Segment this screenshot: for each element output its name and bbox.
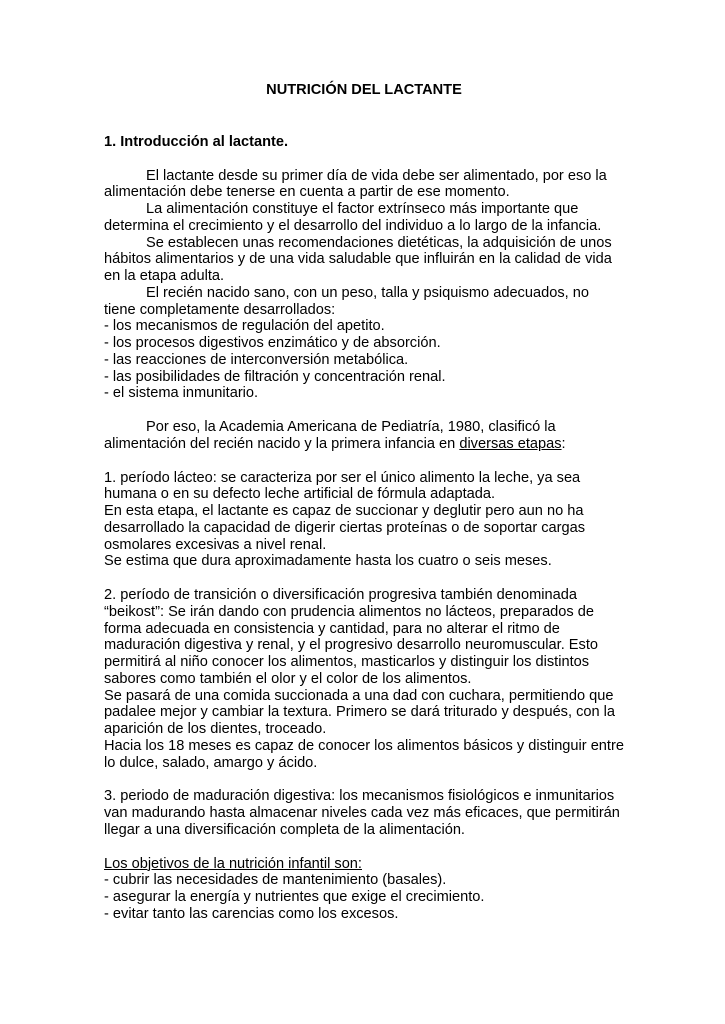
stage2-paragraph: 2. período de transición o diversificación progresiva también denominada “beikost”: Se irán dando con prudencia alimentos no lácteos, preparados de forma adecuada en consistencia y cantidad, para no alterar el ritmo de maduración digestiva y renal, y el progresivo desarrollo neuromuscular. Esto permitirá al niño conocer los alimentos, masticarlos y distinguir los distintos sabores como también el olor y el color de los alimentos. (104, 587, 598, 687)
intro-paragraph: El recién nacido sano, con un peso, talla y psiquismo adecuados, no tiene completamente desarrollados: (104, 284, 589, 318)
stage3-paragraph: 3. periodo de maduración digestiva: los mecanismos fisiológicos e inmunitarios van madurando hasta almacenar niveles cada vez más eficaces, que permitirán llegar a una diversificación completa de la alimentación. (104, 788, 620, 838)
classification-end: : (561, 435, 566, 452)
objectives-heading (104, 856, 624, 873)
list-item: - las posibilidades de filtración y concentración renal. (104, 368, 446, 385)
list-item: - evitar tanto las carencias como los excesos. (104, 905, 399, 922)
list-item: - el sistema inmunitario. (104, 385, 259, 402)
stage2-paragraph: Se pasará de una comida succionada a una dad con cuchara, permitiendo que padalee mejor y cambiar la textura. Primero se dará triturado y después, con la aparición de los dientes, troceado. (104, 687, 616, 737)
classification-paragraph (104, 419, 624, 453)
stage1-paragraph: Se estima que dura aproximadamente hasta los cuatro o seis meses. (104, 553, 552, 570)
list-item: - cubrir las necesidades de mantenimiento (basales). (104, 872, 447, 889)
intro-paragraph: Se establecen unas recomendaciones dietéticas, la adquisición de unos hábitos alimentarios y de una vida saludable que influirán en la calidad de vida en la etapa adulta. (104, 234, 612, 284)
classification-underlined: diversas etapas (459, 435, 562, 452)
list-item: - asegurar la energía y nutrientes que exige el crecimiento. (104, 889, 485, 905)
stage2-paragraph: Hacia los 18 meses es capaz de conocer los alimentos básicos y distinguir entre lo dulce, salado, amargo y ácido. (104, 737, 624, 771)
stage1-paragraph: En esta etapa, el lactante es capaz de succionar y deglutir pero aun no ha desarrollado la capacidad de digerir ciertas proteínas o de soportar cargas osmolares excesivas a nivel renal. (104, 503, 586, 553)
list-item: - los procesos digestivos enzimático y de absorción. (104, 335, 441, 351)
intro-paragraph: El lactante desde su primer día de vida debe ser alimentado, por eso la alimentación debe tenerse en cuenta a partir de ese momento. (104, 167, 607, 201)
document-page (104, 82, 624, 923)
list-item: - los mecanismos de regulación del apetito. (104, 318, 385, 335)
classification-text: Por eso, la Academia Americana de Pediatría, 1980, clasificó la alimentación del recién nacido y la primera infancia en (104, 419, 556, 452)
document-title: NUTRICIÓN DEL LACTANTE (266, 82, 462, 98)
stage1-paragraph: 1. período lácteo: se caracteriza por ser el único alimento la leche, ya sea humana o en su defecto leche artificial de fórmula adaptada. (104, 469, 581, 503)
list-item: - las reacciones de interconversión metabólica. (104, 351, 409, 368)
objectives-heading-text: Los objetivos de la nutrición infantil son: (104, 855, 362, 872)
section-heading: 1. Introducción al lactante. (104, 133, 289, 150)
intro-paragraph: La alimentación constituye el factor extrínseco más importante que determina el crecimiento y el desarrollo del individuo a lo largo de la infancia. (104, 201, 602, 234)
